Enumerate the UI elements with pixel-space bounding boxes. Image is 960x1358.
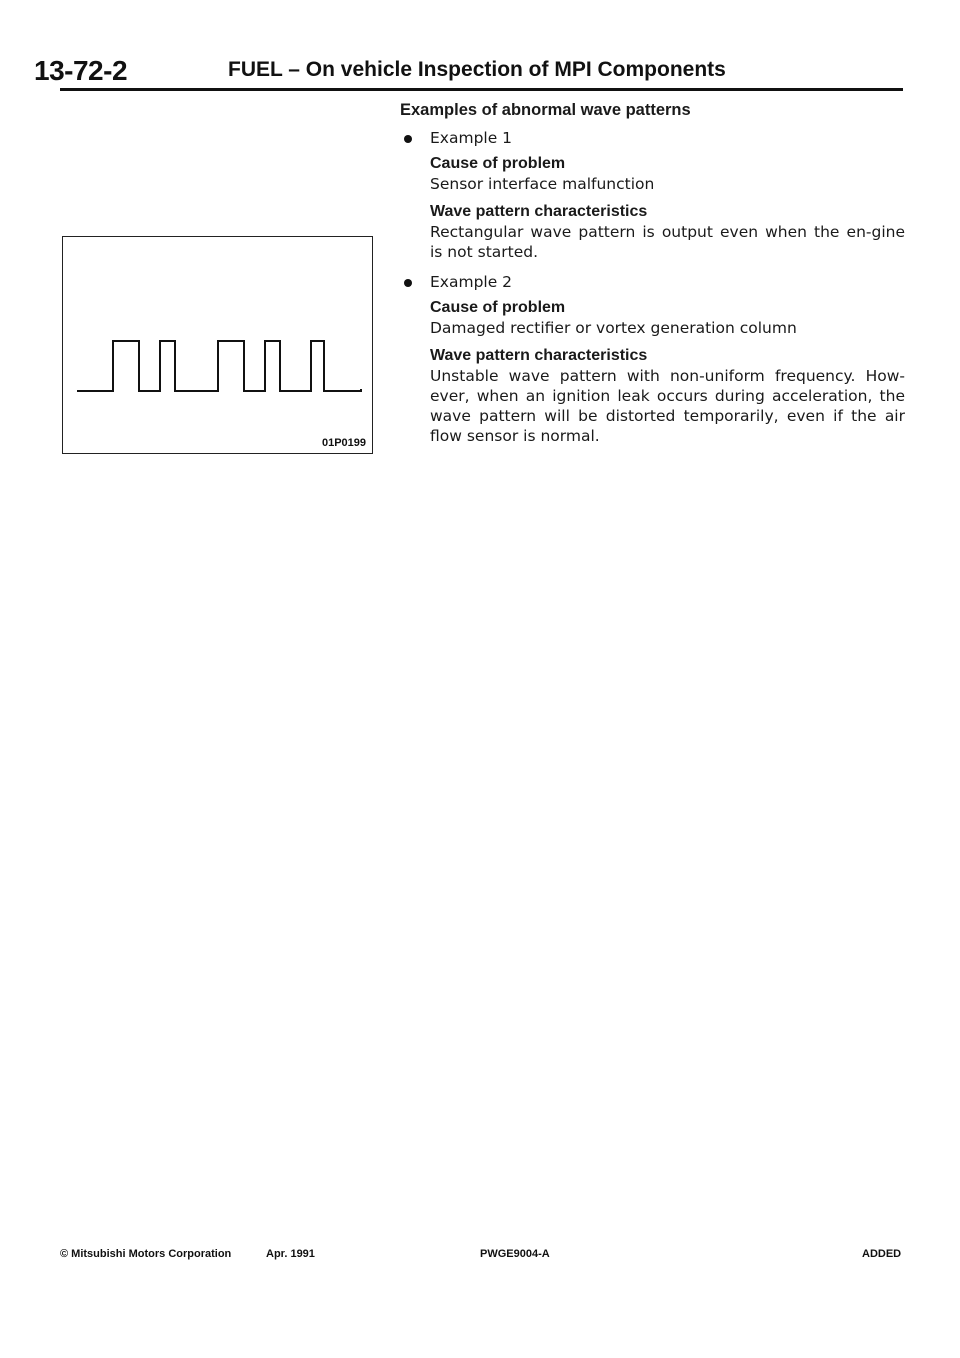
example-1-heading [400, 128, 905, 148]
example-2-characteristics-text: Unstable wave pattern with non-uniform frequency. How-ever, when an ignition leak occurs during acceleration, the wave pattern will be distorted temporarily, even if the air flow sensor is normal. [430, 367, 905, 445]
figure-code: 01P0199 [321, 437, 366, 449]
example-2-cause-text: Damaged rectifier or vortex generation column [430, 319, 797, 337]
bullet-icon [404, 279, 412, 287]
header-divider [60, 88, 903, 91]
example-1-body [430, 154, 905, 262]
main-content [400, 100, 905, 456]
example-2-body [430, 298, 905, 446]
example-2 [400, 272, 905, 446]
example-1 [400, 128, 905, 262]
wave-pattern-figure [62, 236, 373, 454]
page-number: 13-72-2 [34, 55, 128, 86]
irregular-square-wave [77, 341, 361, 391]
footer-status: ADDED [862, 1248, 902, 1260]
page-title: FUEL – On vehicle Inspection of MPI Components [228, 58, 726, 81]
example-2-cause-label: Cause of problem [430, 299, 566, 316]
footer-copyright: © Mitsubishi Motors Corporation [60, 1248, 232, 1260]
example-2-characteristics-label: Wave pattern characteristics [430, 347, 648, 364]
example-1-characteristics-label: Wave pattern characteristics [430, 203, 648, 220]
example-1-cause-text: Sensor interface malfunction [430, 175, 655, 193]
wave-pattern-illustration [63, 237, 374, 455]
footer-document-code: PWGE9004-A [480, 1248, 550, 1260]
bullet-icon [404, 135, 412, 143]
example-1-cause-label: Cause of problem [430, 155, 566, 172]
example-1-name: Example 1 [430, 129, 513, 147]
section-title: Examples of abnormal wave patterns [400, 101, 691, 119]
footer-date: Apr. 1991 [266, 1248, 315, 1260]
example-2-heading [400, 272, 905, 292]
example-2-name: Example 2 [430, 273, 513, 291]
example-1-characteristics-text: Rectangular wave pattern is output even when the en-gine is not started. [430, 223, 905, 261]
